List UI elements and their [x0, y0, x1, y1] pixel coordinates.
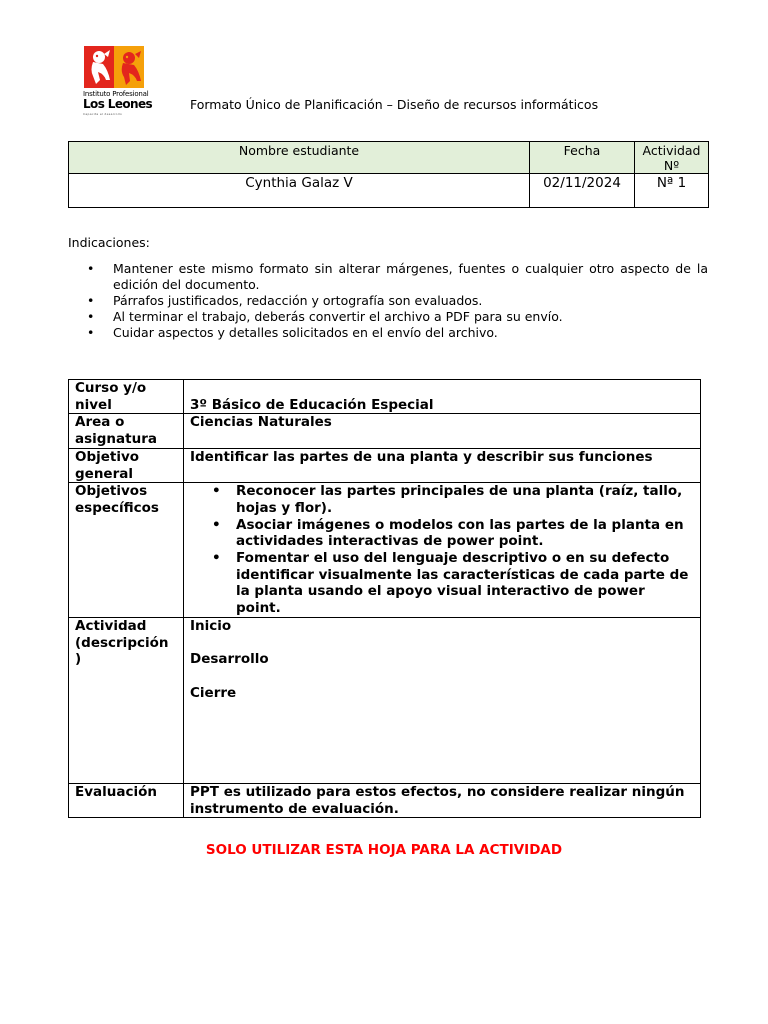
- list-item: • Asociar imágenes o modelos con las partes de la planta en actividades interactivas de power point.: [212, 516, 684, 550]
- actividad-desarrollo: Desarrollo: [190, 651, 269, 668]
- activity-number: Nª 1: [635, 174, 709, 208]
- lions-crest-icon: [84, 46, 144, 88]
- list-item: • Cuidar aspectos y detalles solicitados en el envío del archivo.: [87, 325, 498, 340]
- student-info-table: [68, 141, 709, 208]
- objetivos-list: [190, 483, 694, 617]
- logo-tagline: Capacita el desarrollo: [83, 112, 123, 116]
- curso-label: Curso y/o nivel: [69, 380, 184, 414]
- table-row: [69, 380, 701, 414]
- evaluacion-label: Evaluación: [69, 783, 184, 817]
- header-cell-fecha: Fecha: [530, 142, 635, 174]
- bullet-icon: •: [212, 550, 221, 567]
- header-cell-nombre: Nombre estudiante: [69, 142, 530, 174]
- table-header-row: [69, 142, 709, 174]
- actividad-cierre: Cierre: [190, 684, 237, 701]
- logo-name: Los Leones: [83, 97, 153, 111]
- evaluacion-value: PPT es utilizado para estos efectos, no considere realizar ningún instrumento de evaluación.: [184, 783, 701, 817]
- table-row: [69, 174, 709, 208]
- indicaciones-list: [68, 261, 708, 341]
- table-row: [69, 783, 701, 817]
- objetivos-especificos-label: Objetivos específicos: [69, 483, 184, 618]
- indicaciones-label: Indicaciones:: [68, 235, 150, 250]
- table-row: [69, 483, 701, 618]
- list-item: • Al terminar el trabajo, deberás convertir el archivo a PDF para su envío.: [87, 309, 563, 324]
- curso-value: 3º Básico de Educación Especial: [184, 380, 701, 414]
- objetivo-general-label: Objetivo general: [69, 448, 184, 482]
- area-label: Area o asignatura: [69, 414, 184, 448]
- bullet-icon: •: [87, 261, 95, 276]
- objetivo-general-value: Identificar las partes de una planta y describir sus funciones: [184, 448, 701, 482]
- actividad-value: [184, 617, 701, 783]
- bullet-icon: •: [212, 516, 221, 533]
- table-row: [69, 414, 701, 448]
- date-value: 02/11/2024: [530, 174, 635, 208]
- header-cell-actividad: Actividad Nº: [635, 142, 709, 174]
- objetivos-especificos-value: [184, 483, 701, 618]
- list-item: • Mantener este mismo formato sin alterar márgenes, fuentes o cualquier otro aspecto de la edición del documento.: [87, 261, 708, 292]
- footer-warning: SOLO UTILIZAR ESTA HOJA PARA LA ACTIVIDAD: [205, 842, 563, 858]
- bullet-icon: •: [212, 483, 221, 500]
- bullet-icon: •: [87, 293, 95, 308]
- actividad-label: Actividad (descripción ): [69, 617, 184, 783]
- list-item: • Párrafos justificados, redacción y ortografía son evaluados.: [87, 293, 483, 308]
- list-item: • Fomentar el uso del lenguaje descriptivo o en su defecto identificar visualmente las características de cada parte de la planta usando el apoyo visual interactivo de power point.: [212, 550, 689, 617]
- bullet-icon: •: [87, 325, 95, 340]
- document-title: Formato Único de Planificación – Diseño de recursos informáticos: [190, 97, 599, 112]
- student-name: Cynthia Galaz V: [69, 174, 530, 208]
- table-row: [69, 448, 701, 482]
- institution-logo: [83, 46, 153, 122]
- list-item: • Reconocer las partes principales de una planta (raíz, tallo, hojas y flor).: [212, 483, 683, 516]
- logo-subtitle: Instituto Profesional: [83, 90, 149, 98]
- planning-table: [68, 379, 701, 818]
- actividad-inicio: Inicio: [190, 617, 232, 634]
- area-value: Ciencias Naturales: [184, 414, 701, 448]
- bullet-icon: •: [87, 309, 95, 324]
- table-row: [69, 617, 701, 783]
